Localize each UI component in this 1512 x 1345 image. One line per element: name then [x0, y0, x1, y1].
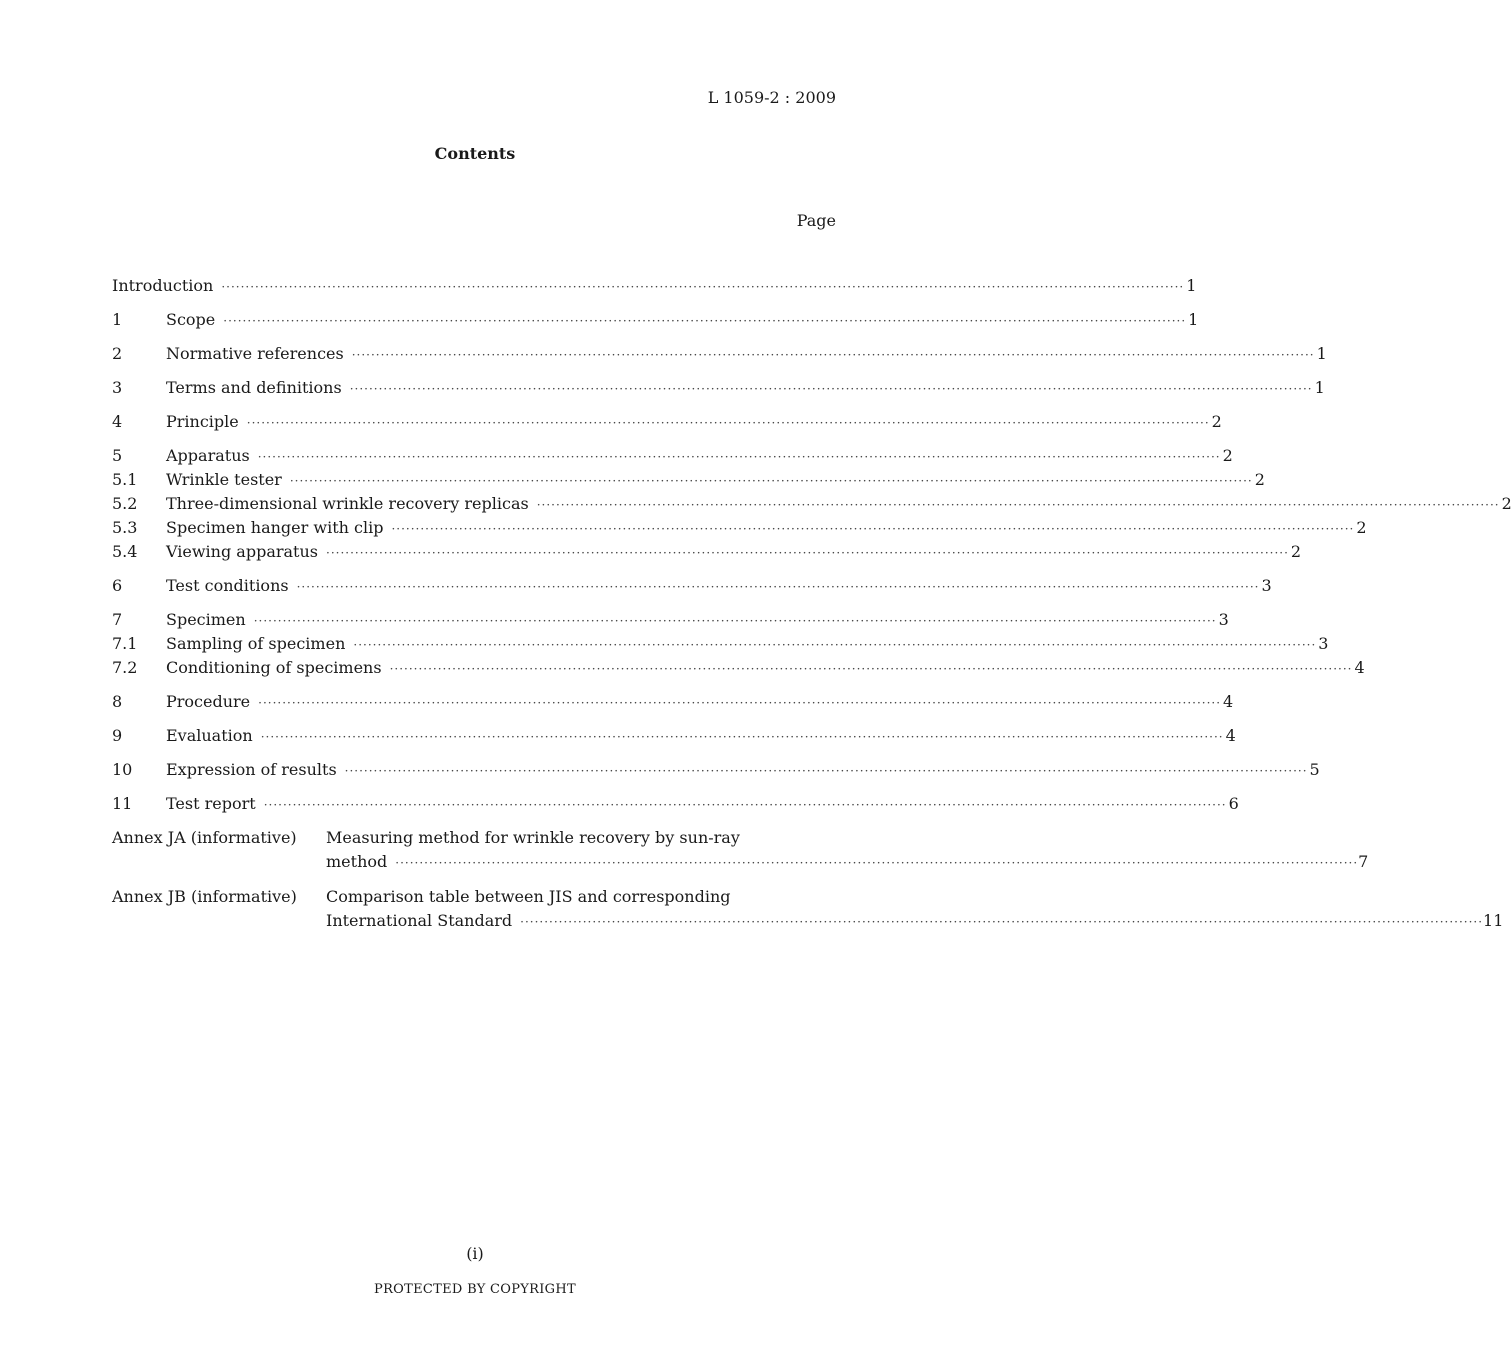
dot-leader: ········································································································································································································ [253, 614, 1217, 628]
dot-leader: ········································································································································································································ [391, 522, 1355, 536]
toc-entry[interactable] [112, 656, 1365, 680]
annex-title [326, 826, 1368, 875]
toc-entry-number: 5.3 [112, 518, 138, 537]
toc-entry[interactable] [112, 792, 1239, 816]
toc-entry-page: 6 [1228, 794, 1239, 813]
toc-entry-number: 6 [112, 576, 123, 595]
toc-entry-number: 2 [112, 344, 123, 363]
toc-entry-page: 3 [1318, 634, 1329, 653]
dot-leader: ········································································································································································································ [353, 638, 1317, 652]
toc-entry[interactable] [112, 690, 1234, 714]
dot-leader: ········································································································································································································ [257, 450, 1221, 464]
toc-entry[interactable] [112, 608, 1229, 632]
toc-spacer [112, 782, 820, 792]
annex-label: Annex JA (informative) [112, 828, 297, 847]
dot-leader: ········································································································································································································ [536, 498, 1500, 512]
toc-entry-page: 4 [1223, 692, 1234, 711]
toc-entry-title: Viewing apparatus [166, 542, 318, 561]
toc-entry-page: 2 [1211, 412, 1222, 431]
toc-entry-number: 4 [112, 412, 123, 431]
toc-entry-page: 2 [1254, 470, 1265, 489]
toc-entry[interactable] [112, 632, 1329, 656]
toc-entry-title: Normative references [166, 344, 344, 363]
toc-entry-title: Test conditions [166, 576, 289, 595]
toc-entry-number: 7 [112, 610, 123, 629]
toc-entry[interactable] [112, 274, 1197, 298]
toc-entry[interactable] [112, 724, 1236, 748]
contents-title: Contents [434, 144, 516, 163]
toc-entry-number: 7.1 [112, 634, 138, 653]
toc-entry-page: 1 [1314, 378, 1325, 397]
toc-entry-page: 2 [1356, 518, 1367, 537]
toc-entry[interactable] [112, 342, 1327, 366]
annex-page: 7 [1358, 852, 1369, 871]
toc-entry-title: Test report [166, 794, 256, 813]
toc-entry-title: Expression of results [166, 760, 337, 779]
toc-entry-page: 5 [1309, 760, 1320, 779]
annex-title-line2 [326, 850, 1368, 875]
toc-spacer [112, 434, 820, 444]
toc-entry[interactable] [112, 758, 1320, 782]
toc-entry-title: Scope [166, 310, 216, 329]
toc-entry-title: Procedure [166, 692, 251, 711]
document-code: L 1059-2 : 2009 [707, 88, 836, 107]
page-column-label: Page [796, 211, 836, 230]
toc-entry[interactable] [112, 516, 1367, 540]
toc-entry-title: Apparatus [166, 446, 250, 465]
toc-entry[interactable] [112, 308, 1199, 332]
annex-title-line1: Measuring method for wrinkle recovery by sun-ray [326, 828, 740, 847]
toc-entry-title: Introduction [112, 276, 214, 295]
toc-entry[interactable] [112, 492, 1512, 516]
toc-entry-page: 1 [1316, 344, 1327, 363]
toc-spacer [112, 332, 820, 342]
toc-spacer [112, 298, 820, 308]
toc-spacer [112, 366, 820, 376]
toc-entry-page: 2 [1290, 542, 1302, 561]
toc-spacer [112, 875, 820, 885]
dot-leader: ········································································································································································································ [349, 382, 1313, 396]
toc-spacer [112, 748, 820, 758]
dot-leader: ········································································································································································································ [258, 696, 1222, 710]
toc-entry-number: 9 [112, 726, 123, 745]
toc-entry-number: 8 [112, 692, 123, 711]
toc-entry-title: Conditioning of specimens [166, 658, 382, 677]
toc-entry-page: 1 [1186, 276, 1197, 295]
toc-entry-title: Specimen hanger with clip [166, 518, 384, 537]
toc-entry[interactable] [112, 574, 1272, 598]
dot-leader: ········································································································································································································ [351, 348, 1315, 362]
annex-title-line1: Comparison table between JIS and corresponding [326, 887, 731, 906]
toc-entry-number: 5.2 [112, 494, 138, 513]
toc-entry-page: 3 [1218, 610, 1229, 629]
toc-entry-page: 3 [1261, 576, 1272, 595]
toc-entry-page: 1 [1188, 310, 1199, 329]
toc-entry[interactable] [112, 410, 1222, 434]
dot-leader: ········································································································································································································ [395, 856, 1359, 870]
annex-entries [112, 816, 1504, 934]
toc-entry-page: 2 [1501, 494, 1512, 513]
annex-title-line2 [326, 909, 1503, 934]
annex-entry[interactable] [112, 885, 1504, 934]
toc-entry-title: Principle [166, 412, 239, 431]
toc-entry-title: Three-dimensional wrinkle recovery replicas [166, 494, 529, 513]
toc-spacer [112, 714, 820, 724]
dot-leader: ········································································································································································································ [289, 474, 1253, 488]
toc-spacer [112, 400, 820, 410]
annex-title-line2-text: International Standard [326, 911, 513, 930]
annex-title-line2-text: method [326, 852, 388, 871]
dot-leader: ········································································································································································································ [344, 764, 1308, 778]
dot-leader: ········································································································································································································ [260, 730, 1224, 744]
toc-entry-number: 5.1 [112, 470, 138, 489]
annex-entry[interactable] [112, 826, 1369, 875]
toc-entry[interactable] [112, 468, 1265, 492]
dot-leader: ········································································································································································································ [263, 798, 1227, 812]
page-number: (i) [466, 1244, 484, 1263]
toc-entry-title: Terms and definitions [166, 378, 342, 397]
toc-spacer [112, 598, 820, 608]
annex-label: Annex JB (informative) [112, 887, 297, 906]
toc-entry-title: Evaluation [166, 726, 253, 745]
annex-title [326, 885, 1503, 934]
annex-page: 11 [1483, 911, 1504, 930]
dot-leader: ········································································································································································································ [246, 416, 1210, 430]
toc-spacer [112, 564, 820, 574]
toc-entry-title: Specimen [166, 610, 246, 629]
toc-entry-number: 11 [112, 794, 133, 813]
dot-leader: ········································································································································································································ [389, 662, 1353, 676]
toc-entry-number: 5.4 [112, 542, 138, 561]
toc-entry[interactable] [112, 444, 1233, 468]
toc-entry-title: Sampling of specimen [166, 634, 346, 653]
toc-entry-title: Wrinkle tester [166, 470, 282, 489]
dot-leader: ········································································································································································································ [520, 915, 1484, 929]
dot-leader: ········································································································································································································ [326, 546, 1289, 560]
toc-entry[interactable] [112, 376, 1325, 400]
toc-entry[interactable] [112, 540, 1302, 564]
copyright-footer: PROTECTED BY COPYRIGHT [374, 1282, 576, 1297]
toc-spacer [112, 816, 820, 826]
toc-entries [112, 274, 1512, 816]
toc-entry-number: 10 [112, 760, 133, 779]
dot-leader: ········································································································································································································ [221, 280, 1185, 294]
toc-entry-number: 7.2 [112, 658, 138, 677]
dot-leader: ········································································································································································································ [296, 580, 1260, 594]
table-of-contents [112, 274, 1512, 934]
toc-entry-number: 3 [112, 378, 123, 397]
toc-entry-page: 2 [1222, 446, 1233, 465]
toc-entry-number: 5 [112, 446, 123, 465]
toc-spacer [112, 680, 820, 690]
toc-entry-page: 4 [1354, 658, 1365, 677]
dot-leader: ········································································································································································································ [223, 314, 1187, 328]
toc-entry-number: 1 [112, 310, 123, 329]
toc-entry-page: 4 [1225, 726, 1236, 745]
